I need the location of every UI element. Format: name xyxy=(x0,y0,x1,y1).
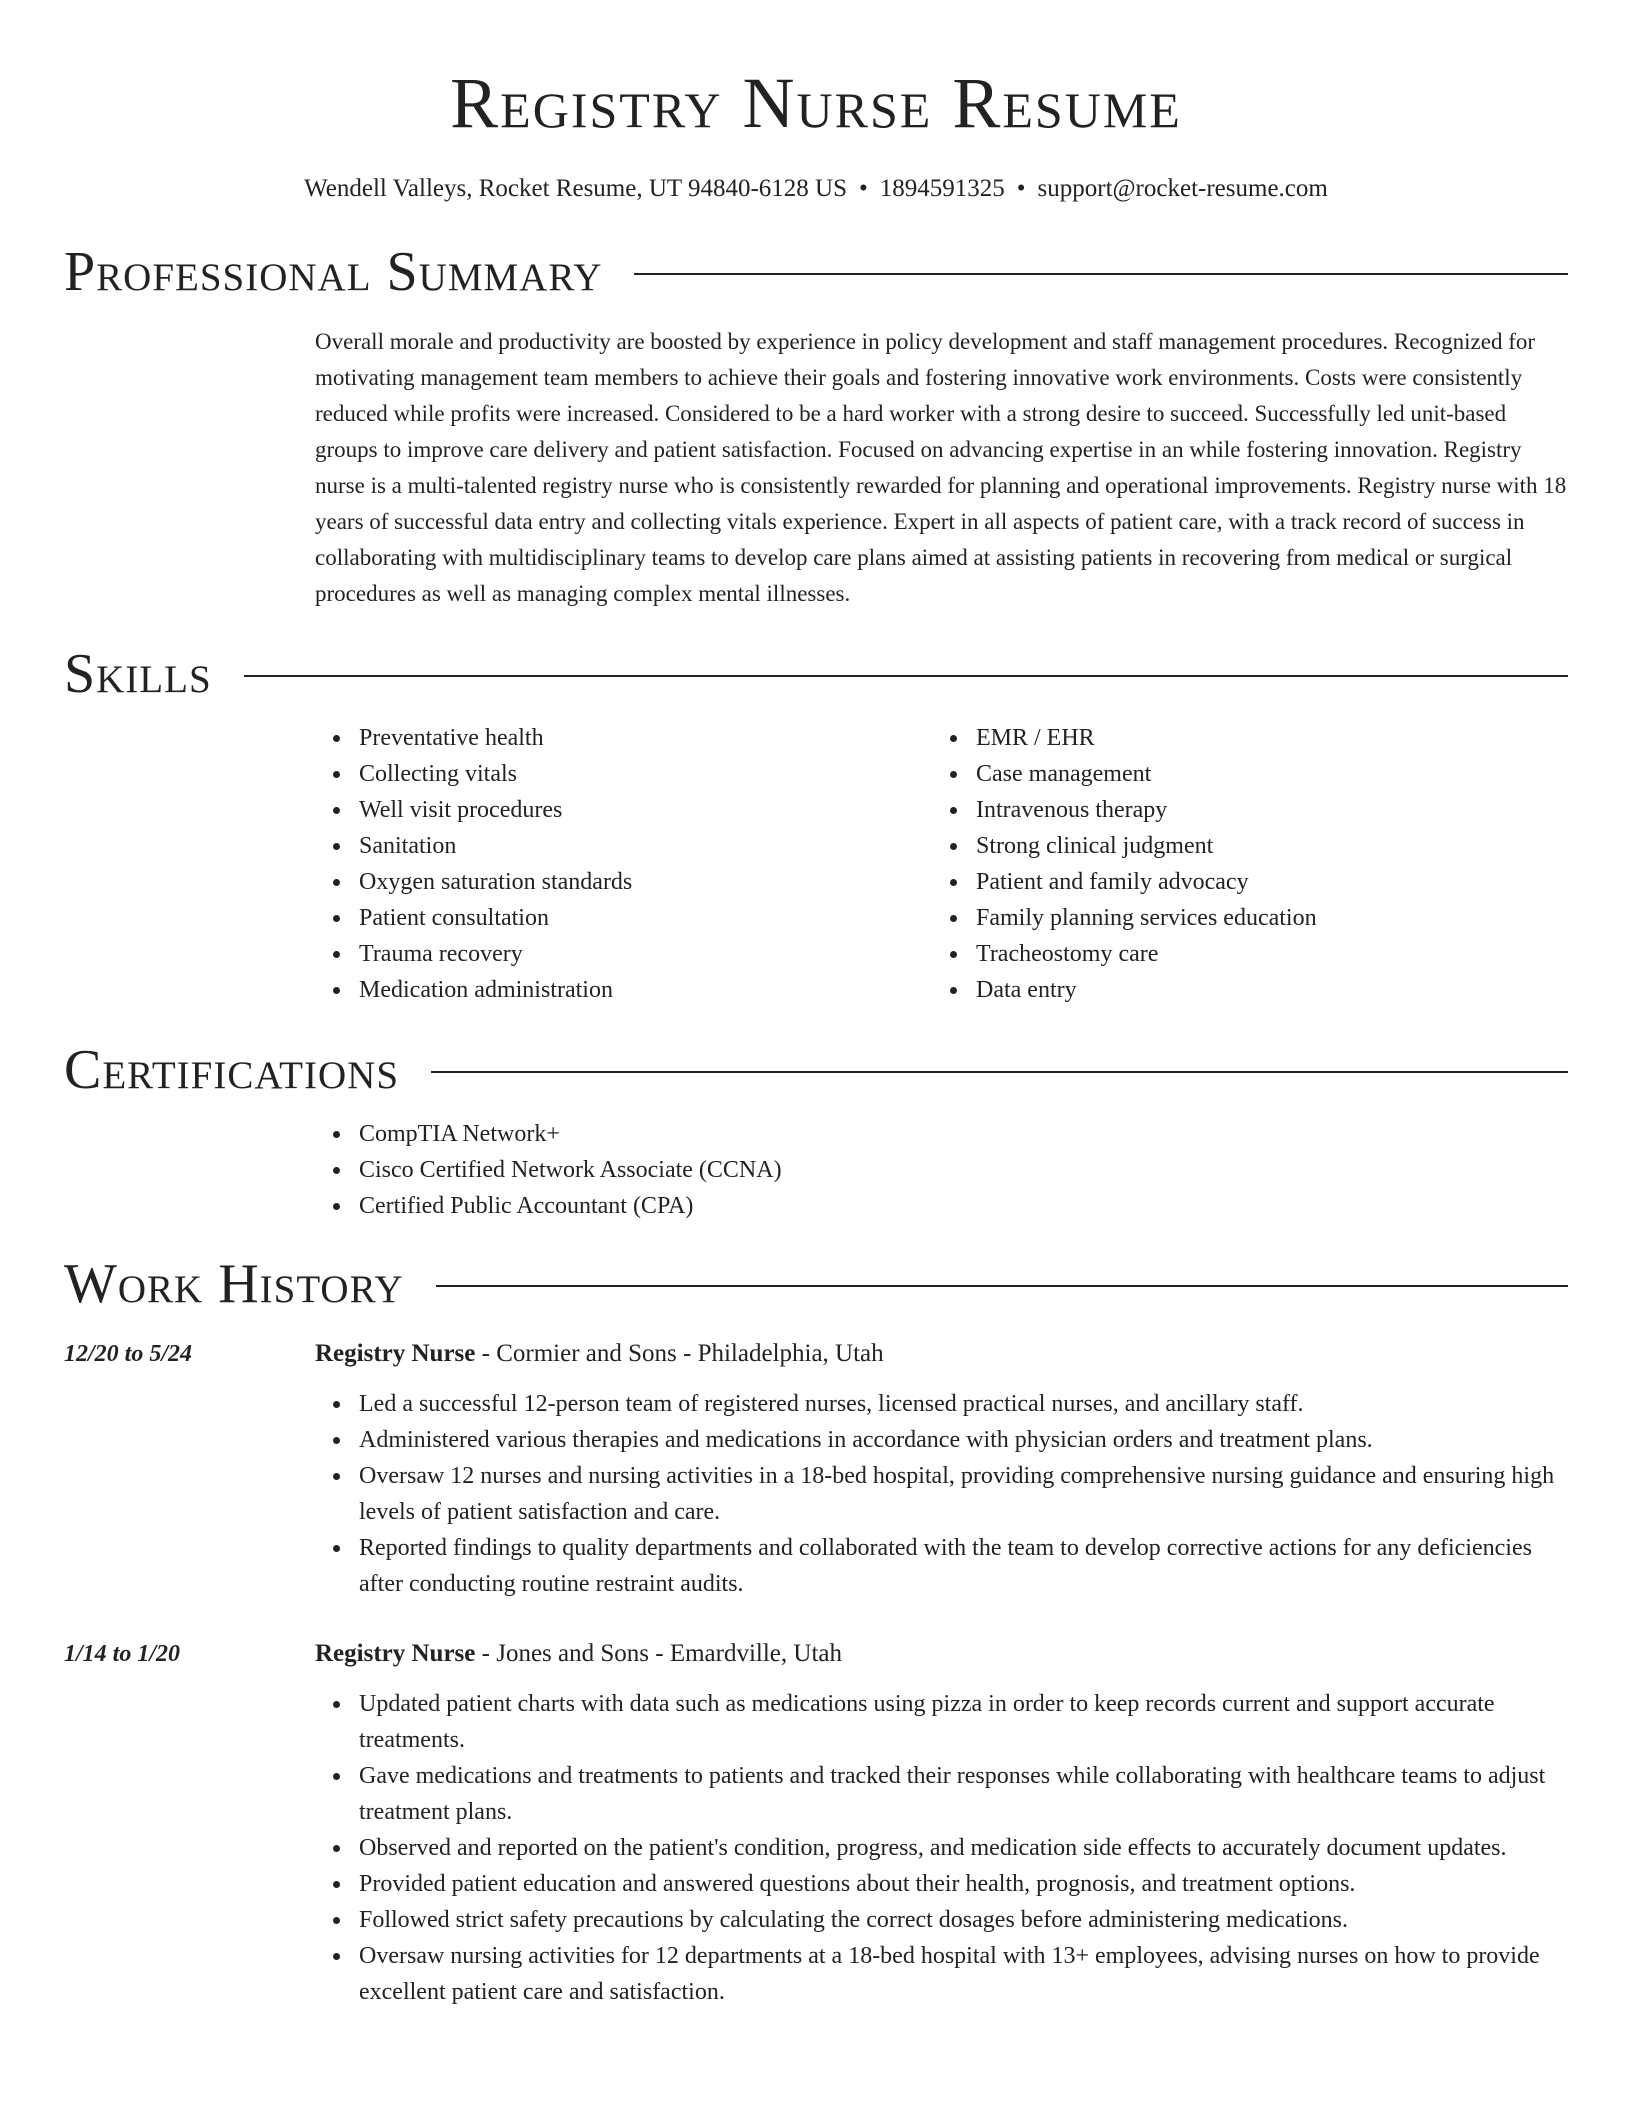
job-heading xyxy=(315,1336,884,1372)
summary-body xyxy=(315,324,1568,612)
job-title: Registry Nurse xyxy=(315,1640,476,1667)
job-dates: 12/20 to 5/24 xyxy=(64,1341,193,1367)
skills-grid xyxy=(315,720,1568,1008)
section-divider xyxy=(431,1071,1568,1073)
skill-item: Well visit procedures xyxy=(359,792,932,828)
certifications-list xyxy=(315,1116,1568,1224)
contact-email: support@rocket-resume.com xyxy=(1037,175,1328,202)
job-bullet: Observed and reported on the patient's condition, progress, and medication side effects to accurately document updates. xyxy=(359,1830,1568,1866)
certifications-section xyxy=(64,1040,1568,1224)
work-section xyxy=(64,1254,1568,2010)
job-bullet: Followed strict safety precautions by calculating the correct dosages before administering medications. xyxy=(359,1902,1568,1938)
section-divider xyxy=(436,1285,1568,1287)
job-bullet: Oversaw nursing activities for 12 departments at a 18-bed hospital with 13+ employees, advising nurses on how to provide excellent patient care and satisfaction. xyxy=(359,1938,1568,2010)
skills-section xyxy=(64,644,1568,1008)
skill-item: Patient and family advocacy xyxy=(976,864,1568,900)
skill-item: Preventative health xyxy=(359,720,932,756)
section-divider xyxy=(244,675,1568,677)
resume-title: Registry Nurse Resume xyxy=(450,63,1182,143)
job-bullet-list xyxy=(315,1386,1568,1602)
skills-heading: Skills xyxy=(64,643,212,705)
skill-item: Case management xyxy=(976,756,1568,792)
skill-item: Trauma recovery xyxy=(359,936,932,972)
certification-item: CompTIA Network+ xyxy=(359,1116,1568,1152)
section-divider xyxy=(634,273,1568,275)
job-bullet: Provided patient education and answered questions about their health, prognosis, and treatment options. xyxy=(359,1866,1568,1902)
certifications-header xyxy=(64,1040,1568,1100)
job-bullet: Administered various therapies and medications in accordance with physician orders and treatment plans. xyxy=(359,1422,1568,1458)
skill-item: EMR / EHR xyxy=(976,720,1568,756)
job-title: Registry Nurse xyxy=(315,1340,476,1367)
job-bullets xyxy=(315,1386,1568,1602)
job-bullet: Updated patient charts with data such as medications using pizza in order to keep records current and support accurate treatments. xyxy=(359,1686,1568,1758)
job-header xyxy=(64,1636,1568,1672)
work-header xyxy=(64,1254,1568,1314)
skills-header xyxy=(64,644,1568,704)
skill-item: Intravenous therapy xyxy=(976,792,1568,828)
job-bullet: Oversaw 12 nurses and nursing activities in a 18-bed hospital, providing comprehensive nursing guidance and ensuring high levels of patient satisfaction and care. xyxy=(359,1458,1568,1530)
job-entry xyxy=(64,1336,1568,1602)
skill-item: Medication administration xyxy=(359,972,932,1008)
job-bullet: Reported findings to quality departments and collaborated with the team to develop corrective actions for any deficiencies after conducting routine restraint audits. xyxy=(359,1530,1568,1602)
job-bullets xyxy=(315,1686,1568,2010)
skills-list-left xyxy=(315,720,932,1008)
job-bullet: Gave medications and treatments to patients and tracked their responses while collaborating with healthcare teams to adjust treatment plans. xyxy=(359,1758,1568,1830)
certification-item: Certified Public Accountant (CPA) xyxy=(359,1188,1568,1224)
contact-separator: • xyxy=(1016,175,1026,202)
skill-item: Tracheostomy care xyxy=(976,936,1568,972)
skill-item: Strong clinical judgment xyxy=(976,828,1568,864)
certifications-body xyxy=(315,1116,1568,1224)
contact-line xyxy=(64,174,1568,204)
job-employer: - Cormier and Sons - Philadelphia, Utah xyxy=(475,1340,884,1367)
summary-section xyxy=(64,242,1568,612)
skill-item: Data entry xyxy=(976,972,1568,1008)
job-entry xyxy=(64,1636,1568,2010)
certifications-heading: Certifications xyxy=(64,1039,400,1101)
skill-item: Sanitation xyxy=(359,828,932,864)
summary-heading: Professional Summary xyxy=(64,241,603,303)
job-dates: 1/14 to 1/20 xyxy=(64,1641,181,1667)
contact-separator: • xyxy=(859,175,868,202)
job-heading xyxy=(315,1636,842,1672)
job-employer: - Jones and Sons - Emardville, Utah xyxy=(475,1640,842,1667)
work-heading: Work History xyxy=(64,1253,404,1315)
summary-header xyxy=(64,242,1568,302)
job-header xyxy=(64,1336,1568,1372)
contact-address: Wendell Valleys, Rocket Resume, UT 94840-6128 US xyxy=(304,175,847,202)
skill-item: Patient consultation xyxy=(359,900,932,936)
skill-item: Oxygen saturation standards xyxy=(359,864,932,900)
contact-phone: 1894591325 xyxy=(879,175,1005,202)
job-bullet-list xyxy=(315,1686,1568,2010)
skill-item: Collecting vitals xyxy=(359,756,932,792)
certification-item: Cisco Certified Network Associate (CCNA) xyxy=(359,1152,1568,1188)
skill-item: Family planning services education xyxy=(976,900,1568,936)
job-bullet: Led a successful 12-person team of registered nurses, licensed practical nurses, and ancillary staff. xyxy=(359,1386,1568,1422)
summary-text: Overall morale and productivity are boosted by experience in policy development and staff management procedures. Recognized for motivating management team members to achieve their goals and fostering innovative work environments. Costs were consistently reduced while profits were increased. Considered to be a hard worker with a strong desire to succeed. Successfully led unit-based groups to improve care delivery and patient satisfaction. Focused on advancing expertise in an while fostering innovation. Registry nurse is a multi-talented registry nurse who is consistently rewarded for planning and operational improvements. Registry nurse with 18 years of successful data entry and collecting vitals experience. Expert in all aspects of patient care, with a track record of success in collaborating with multidisciplinary teams to develop care plans aimed at assisting patients in recovering from medical or surgical procedures as well as managing complex mental illnesses. xyxy=(315,329,1567,606)
skills-list-right xyxy=(932,720,1568,1008)
